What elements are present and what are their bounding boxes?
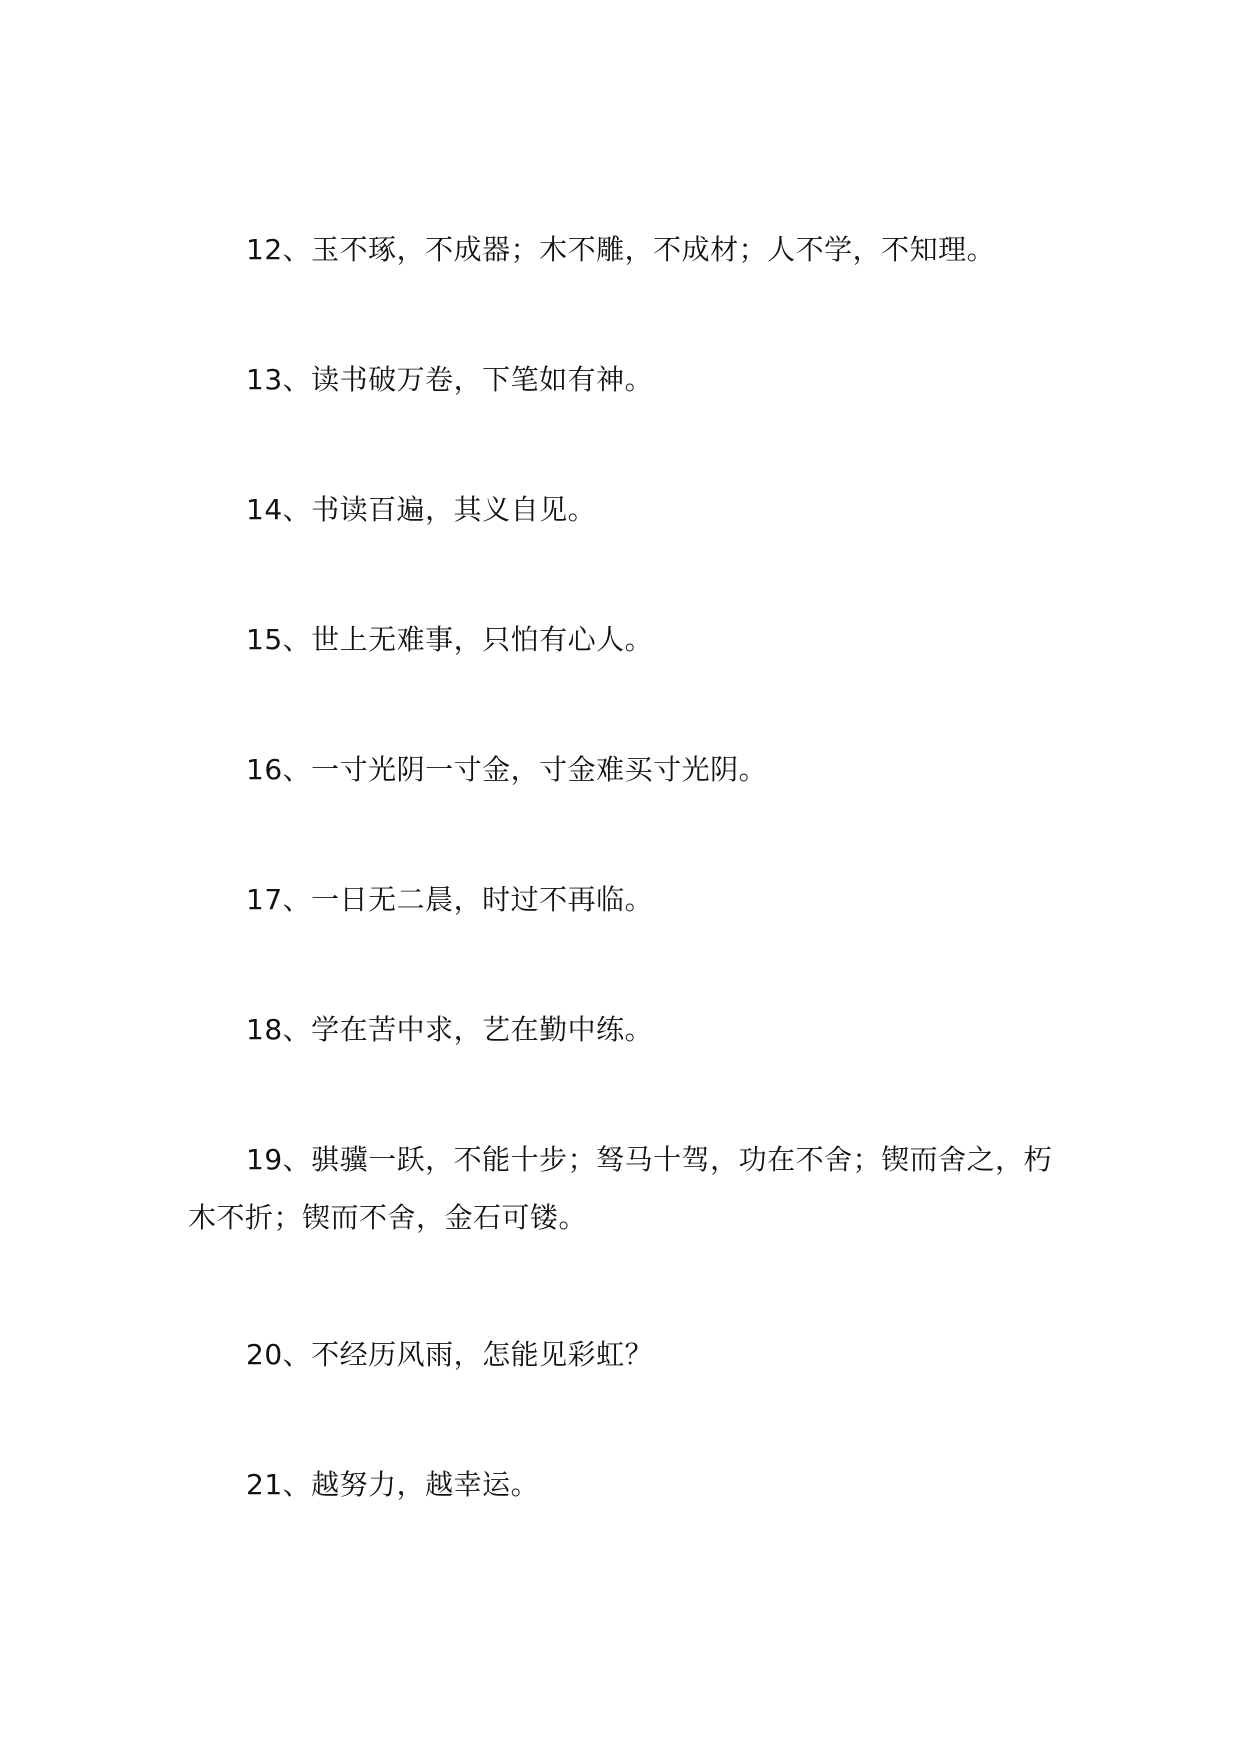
quote-14: 14、书读百遍，其义自见。 [246,493,597,526]
quote-19: 19、骐骥一跃，不能十步；驽马十驾，功在不舍；锲而舍之，朽木不折；锲而不舍，金石可镂。 [188,1143,1053,1234]
quote-20: 20、不经历风雨，怎能见彩虹？ [246,1338,654,1371]
quote-13: 13、读书破万卷，下笔如有神。 [246,363,654,396]
quote-21: 21、越努力，越幸运。 [246,1468,540,1501]
quote-12: 12、玉不琢，不成器；木不雕，不成材；人不学，不知理。 [246,233,996,266]
quote-17: 17、一日无二晨，时过不再临。 [246,883,654,916]
quote-18: 18、学在苦中求，艺在勤中练。 [246,1013,654,1046]
quote-16: 16、一寸光阴一寸金，寸金难买寸光阴。 [246,753,768,786]
quote-15: 15、世上无难事，只怕有心人。 [246,623,654,656]
